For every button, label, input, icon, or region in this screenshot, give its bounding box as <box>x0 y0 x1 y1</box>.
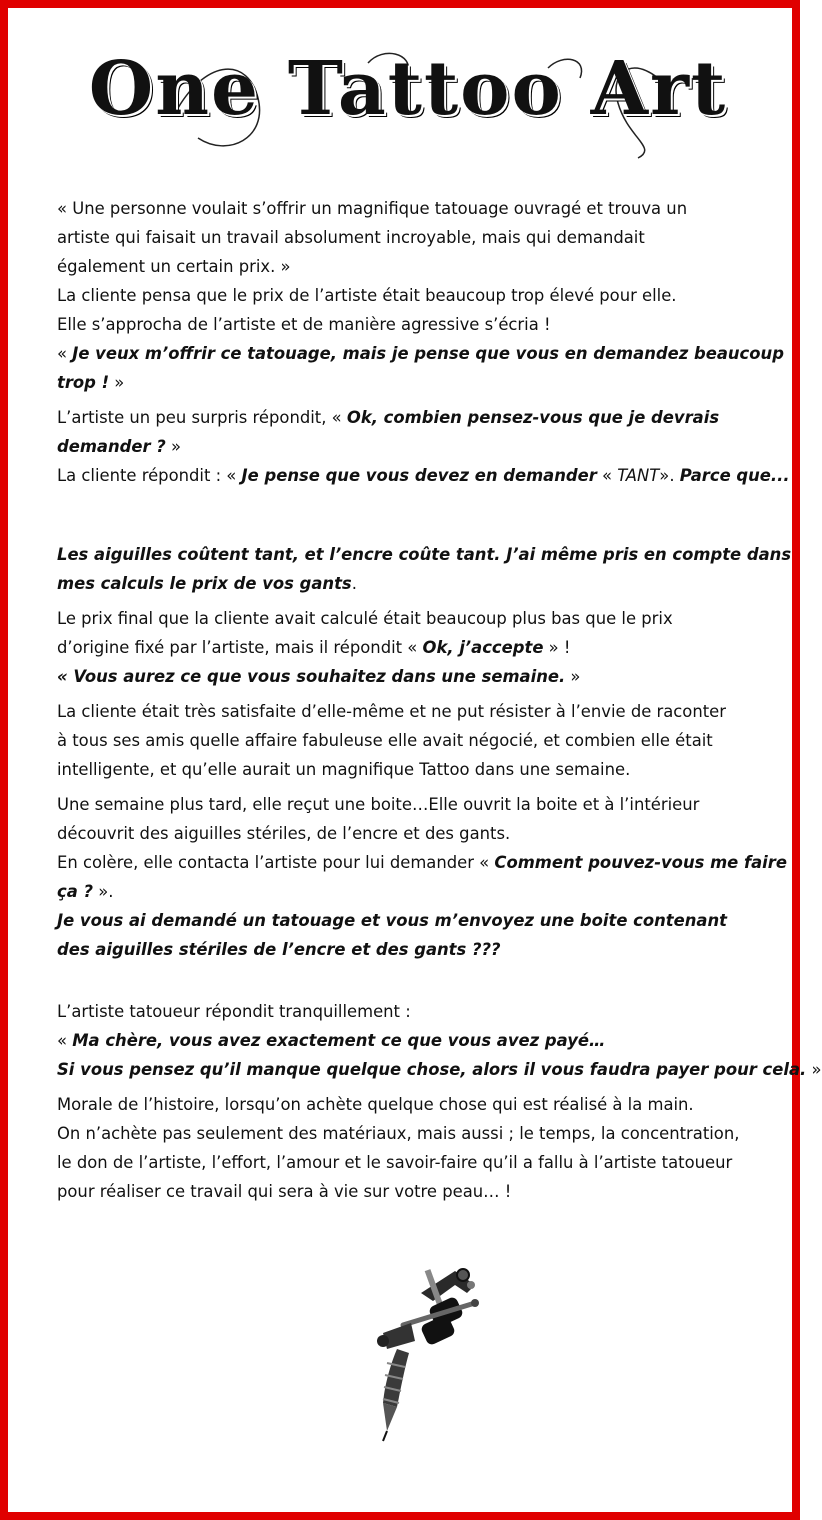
text-line: artiste qui faisait un travail absolument incroyable, mais qui demandait <box>57 228 645 247</box>
text-line: Les aiguilles coûtent tant, et l’encre coûte tant. J’ai même pris en compte dans <box>57 545 792 564</box>
text-line: L’artiste un peu surpris répondit, « Ok, combien pensez-vous que je devrais <box>57 408 720 427</box>
text-line: Morale de l’histoire, lorsqu’on achète quelque chose qui est réalisé à la main. <box>57 1095 694 1114</box>
text-line: Une semaine plus tard, elle reçut une boite…Elle ouvrit la boite et à l’intérieur <box>57 795 700 814</box>
page-title: One Tattoo Art <box>88 46 728 132</box>
text-line: ça ? ». <box>57 882 114 901</box>
text-line: « Je veux m’offrir ce tatouage, mais je pense que vous en demandez beaucoup <box>57 344 784 363</box>
text-line: également un certain prix. » <box>57 257 291 276</box>
text-line: des aiguilles stériles de l’encre et des gants ??? <box>57 940 501 959</box>
text-line: mes calculs le prix de vos gants. <box>57 574 357 593</box>
text-line: intelligente, et qu’elle aurait un magnifique Tattoo dans une semaine. <box>57 760 631 779</box>
text-line: « Ma chère, vous avez exactement ce que vous avez payé… <box>57 1031 606 1050</box>
text-line: le don de l’artiste, l’effort, l’amour et le savoir-faire qu’il a fallu à l’artiste tatoueur <box>57 1153 733 1172</box>
text-line: Si vous pensez qu’il manque quelque chose, alors il vous faudra payer pour cela. » <box>57 1060 822 1079</box>
text-line: découvrit des aiguilles stériles, de l’encre et des gants. <box>57 824 511 843</box>
text-line: L’artiste tatoueur répondit tranquillement : <box>57 1002 411 1021</box>
text-line: demander ? » <box>57 437 182 456</box>
tattoo-machine-icon <box>363 1263 493 1443</box>
text-line: En colère, elle contacta l’artiste pour lui demander « Comment pouvez-vous me faire <box>57 853 787 872</box>
text-line: La cliente répondit : « Je pense que vous devez en demander « TANT». Parce que... <box>57 466 790 485</box>
text-line: On n’achète pas seulement des matériaux, mais aussi ; le temps, la concentration, <box>57 1124 740 1143</box>
text-line: « Vous aurez ce que vous souhaitez dans une semaine. » <box>57 667 581 686</box>
text-line: pour réaliser ce travail qui sera à vie sur votre peau… ! <box>57 1182 512 1201</box>
story-text <box>57 194 822 1206</box>
text-line: La cliente pensa que le prix de l’artiste était beaucoup trop élevé pour elle. <box>57 286 677 305</box>
text-line: d’origine fixé par l’artiste, mais il répondit « Ok, j’accepte » ! <box>57 638 571 657</box>
text-line: Je vous ai demandé un tatouage et vous m’envoyez une boite contenant <box>57 911 727 930</box>
text-line: à tous ses amis quelle affaire fabuleuse elle avait négocié, et combien elle était <box>57 731 713 750</box>
text-line: Le prix final que la cliente avait calculé était beaucoup plus bas que le prix <box>57 609 673 628</box>
text-line: La cliente était très satisfaite d’elle-même et ne put résister à l’envie de raconter <box>57 702 726 721</box>
text-line: trop ! » <box>57 373 125 392</box>
text-line: Elle s’approcha de l’artiste et de manière agressive s’écria ! <box>57 315 551 334</box>
text-line: « Une personne voulait s’offrir un magnifique tatouage ouvragé et trouva un <box>57 199 688 218</box>
